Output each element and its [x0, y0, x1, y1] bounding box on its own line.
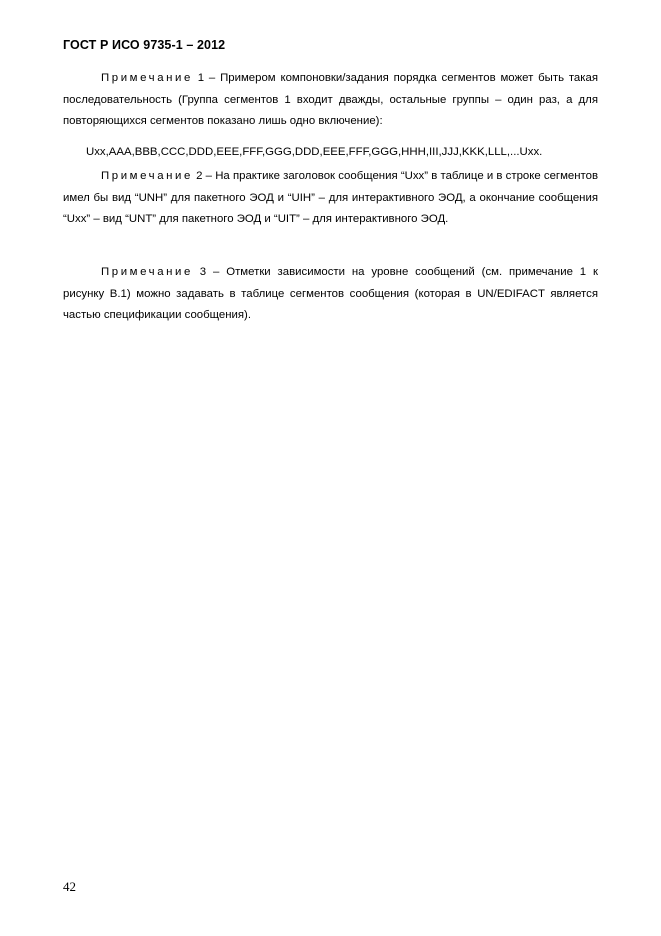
- note-3: [63, 262, 598, 327]
- note-3-paragraph: [63, 262, 598, 327]
- note-1-label: Примечание: [101, 72, 193, 84]
- document-header: ГОСТ Р ИСО 9735-1 – 2012: [63, 38, 226, 52]
- note-1-text: 1 – Примером компоновки/задания порядка сегментов может быть такая последовательность (Группа сегментов 1 входит дважды, остальные группы – один раз, а для повторяющихся сегментов показано лишь одно включение):: [63, 72, 598, 127]
- page-number: 42: [63, 879, 76, 894]
- note-2-text: 2 – На практике заголовок сообщения “Uxx” в таблице и в строке сегментов имел бы вид “UNH” для пакетного ЭОД и “UIH” – для интерактивного ЭОД, а окончание сообщения “Uxx” – вид “UNT” для пакетного ЭОД и “UIT” – для интерактивного ЭОД.: [63, 170, 598, 225]
- note-2-paragraph: [63, 166, 598, 231]
- note-1: [63, 68, 598, 133]
- note-1-paragraph: [63, 68, 598, 133]
- segment-sequence: Uxx,AAA,BBB,CCC,DDD,EEE,FFF,GGG,DDD,EEE,FFF,GGG,HHH,III,JJJ,KKK,LLL,...Uxx.: [86, 146, 543, 158]
- note-2-label: Примечание: [101, 170, 193, 182]
- note-3-text: 3 – Отметки зависимости на уровне сообщений (см. примечание 1 к рисунку В.1) можно задавать в таблице сегментов сообщения (которая в UN/EDIFACT является частью спецификации сообщения).: [63, 266, 598, 321]
- note-3-label: Примечание: [101, 266, 193, 278]
- note-2: [63, 166, 598, 231]
